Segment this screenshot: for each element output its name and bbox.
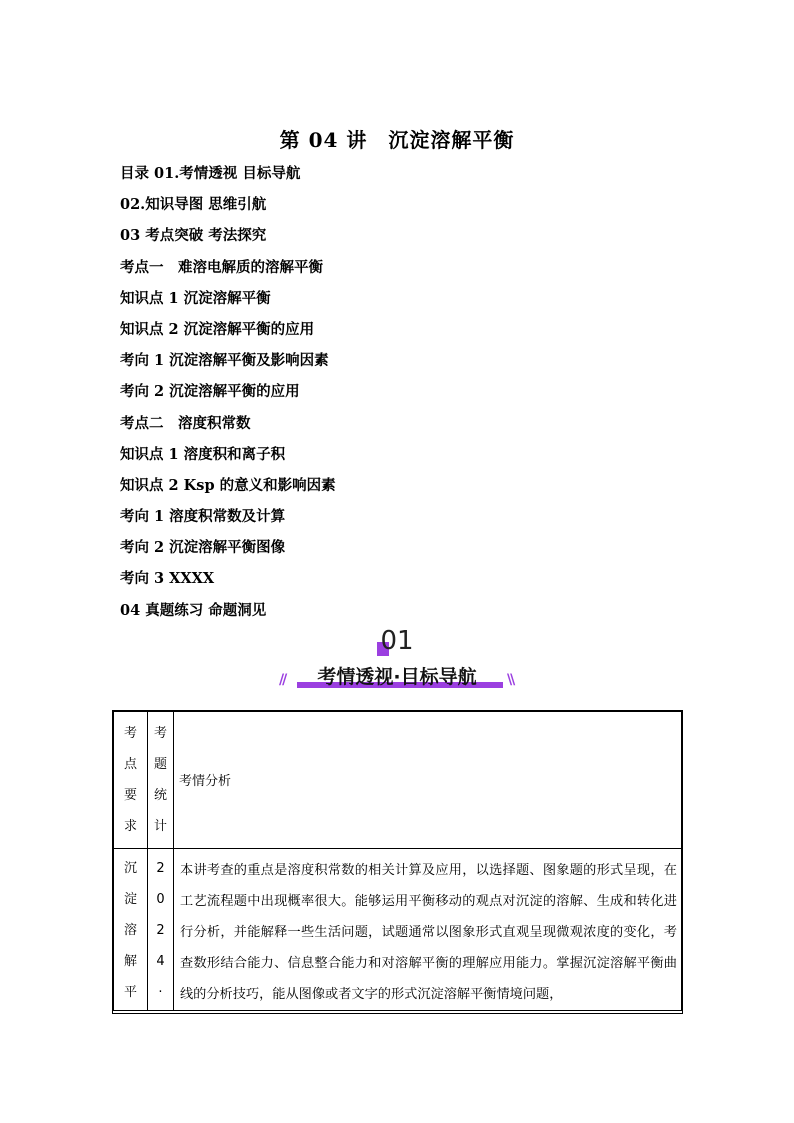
cell-char: 溶: [123, 923, 137, 938]
cell-char: 4: [156, 954, 165, 969]
toc-item: 04 真题练习 命题洞见: [120, 601, 267, 619]
toc-item: 知识点 2 沉淀溶解平衡的应用: [120, 320, 315, 338]
cell-char: ·: [158, 985, 163, 1000]
cell-char: 平: [123, 985, 137, 1000]
toc-item: 考向 1 溶度积常数及计算: [120, 508, 286, 526]
toc-item: 考向 3 XXXX: [120, 570, 215, 588]
slash-decoration-left: //: [279, 672, 286, 688]
header-cell-statistics: [148, 712, 174, 849]
cell-char: 2: [156, 923, 165, 938]
toc-item: 目录 01.考情透视 目标导航: [120, 165, 301, 182]
toc-item: 考向 2 沉淀溶解平衡图像: [120, 539, 286, 557]
toc-item: 知识点 2 Ksp 的意义和影响因素: [120, 476, 336, 494]
toc-item: 考向 2 沉淀溶解平衡的应用: [120, 383, 300, 401]
cell-statistics: [148, 849, 174, 1011]
header-char: 要: [123, 788, 137, 803]
header-char: 点: [123, 757, 137, 772]
cell-char: 2: [156, 861, 165, 876]
header-char: 求: [123, 819, 137, 834]
toc-item: 02.知识导图 思维引航: [120, 196, 267, 214]
header-char: 考: [153, 726, 167, 741]
table-header-row: [114, 712, 682, 849]
cell-char: 解: [123, 954, 137, 969]
section-number: 01: [380, 626, 414, 656]
section-banner: [0, 626, 794, 696]
analysis-table: [112, 710, 683, 1014]
toc-item: 知识点 1 溶度积和离子积: [120, 445, 286, 463]
section-heading: 考情透视·目标导航: [317, 666, 477, 688]
toc-item: 考向 1 沉淀溶解平衡及影响因素: [120, 352, 329, 370]
slash-decoration-right: \\: [507, 672, 514, 688]
header-cell-analysis: 考情分析: [174, 712, 682, 849]
page-title: 第 04 讲 沉淀溶解平衡: [279, 128, 515, 152]
cell-analysis: 本讲考查的重点是溶度积常数的相关计算及应用，以选择题、图象题的形式呈现，在工艺流程题中出现概率很大。能够运用平衡移动的观点对沉淀的溶解、生成和转化进行分析，并能解释一些生活问题，试题通常以图象形式直观呈现微观浓度的变化，考查数形结合能力、信息整合能力和对溶解平衡的理解应用能力。掌握沉淀溶解平衡曲线的分析技巧，能从图像或者文字的形式沉淀溶解平衡情境问题，: [174, 849, 682, 1011]
cell-char: 淀: [123, 892, 137, 907]
header-char: 题: [153, 757, 167, 772]
header-char: 考: [123, 726, 137, 741]
toc-item: 考点一 难溶电解质的溶解平衡: [120, 258, 323, 276]
toc-item: 知识点 1 沉淀溶解平衡: [120, 289, 271, 307]
toc-item: 03 考点突破 考法探究: [120, 227, 267, 245]
table-row: [114, 849, 682, 1011]
toc-item: 考点二 溶度积常数: [120, 414, 251, 432]
header-char: 统: [153, 788, 167, 803]
cell-char: 沉: [123, 861, 137, 876]
header-cell-requirement: [114, 712, 148, 849]
cell-char: 0: [156, 892, 165, 907]
table-of-contents: [120, 163, 720, 631]
header-char: 计: [153, 819, 167, 834]
cell-requirement: [114, 849, 148, 1011]
